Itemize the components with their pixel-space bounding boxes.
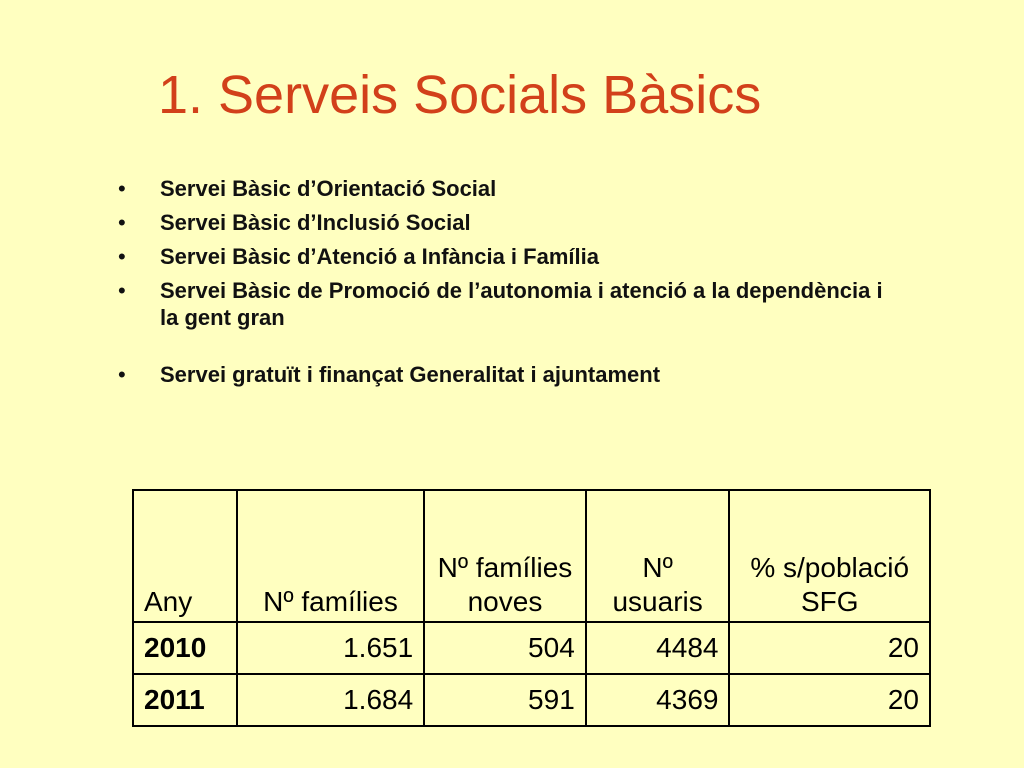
cell-percent: 20 xyxy=(729,622,930,674)
bullet-dot-icon: • xyxy=(118,278,126,303)
bullet-text: Servei gratuït i finançat Generalitat i ajuntament xyxy=(160,362,661,387)
cell-percent: 20 xyxy=(729,674,930,726)
cell-families: 1.684 xyxy=(237,674,424,726)
bullet-dot-icon: • xyxy=(118,362,126,387)
table-row xyxy=(133,674,930,726)
bullet-item xyxy=(118,209,898,236)
cell-any: 2010 xyxy=(133,622,237,674)
bullet-text: Servei Bàsic d’Orientació Social xyxy=(160,176,497,201)
bullet-list xyxy=(118,175,898,395)
bullet-text: Servei Bàsic d’Atenció a Infància i Família xyxy=(160,244,599,269)
bullet-dot-icon: • xyxy=(118,210,126,235)
bullet-text: Servei Bàsic de Promoció de l’autonomia i atenció a la dependència i la gent gran xyxy=(160,278,883,330)
bullet-item xyxy=(118,175,898,202)
header-any: Any xyxy=(133,490,237,622)
bullet-item xyxy=(118,361,898,388)
cell-users: 4484 xyxy=(586,622,730,674)
table-header-row xyxy=(133,490,930,622)
bullet-dot-icon: • xyxy=(118,176,126,201)
cell-new-families: 591 xyxy=(424,674,586,726)
table-row xyxy=(133,622,930,674)
bullet-item xyxy=(118,243,898,270)
statistics-table xyxy=(132,489,931,727)
header-users: Nº usuaris xyxy=(586,490,730,622)
bullet-text: Servei Bàsic d’Inclusió Social xyxy=(160,210,471,235)
slide-title: 1. Serveis Socials Bàsics xyxy=(158,65,762,125)
cell-new-families: 504 xyxy=(424,622,586,674)
bullet-item xyxy=(118,277,898,331)
bullet-dot-icon: • xyxy=(118,244,126,269)
header-families: Nº famílies xyxy=(237,490,424,622)
cell-families: 1.651 xyxy=(237,622,424,674)
cell-any: 2011 xyxy=(133,674,237,726)
cell-users: 4369 xyxy=(586,674,730,726)
header-new-families: Nº famílies noves xyxy=(424,490,586,622)
header-percent: % s/població SFG xyxy=(729,490,930,622)
